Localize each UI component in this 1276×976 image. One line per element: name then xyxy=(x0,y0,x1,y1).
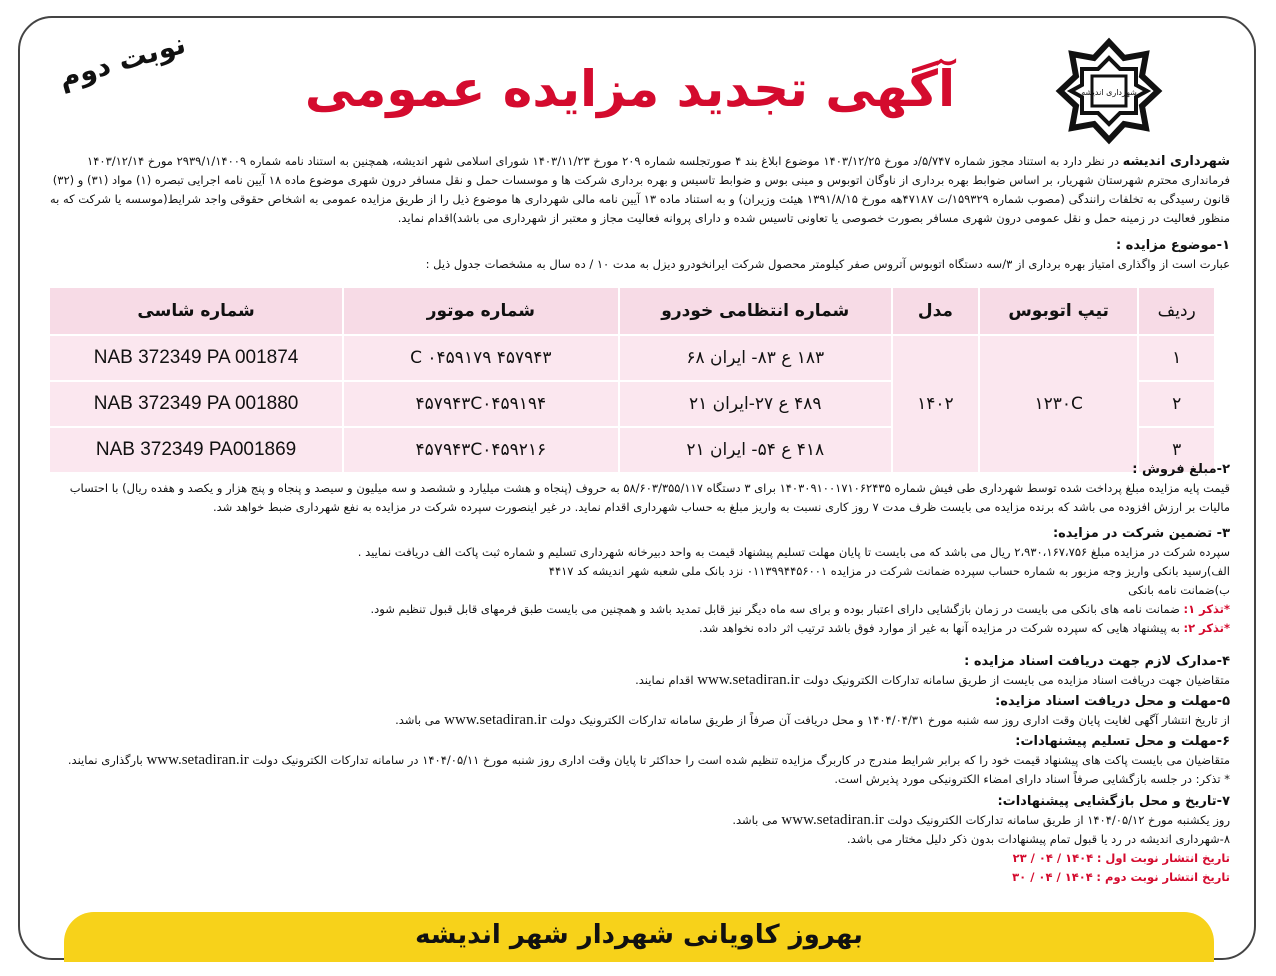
chassis-cell: NAB 372349 PA 001880 xyxy=(49,381,343,427)
buses-table xyxy=(48,286,1216,474)
second-round-badge: نوبت دوم xyxy=(54,26,190,95)
intro-text: در نظر دارد به استناد مجوز شماره ۵/۷۴۷/د مورخ ۱۴۰۳/۱۲/۲۵ موضوع ابلاغ بند ۴ صورتجلسه شماره ۲۰۹ مورخ ۱۴۰۳/۱۱/۲۳ شورای اسلامی شهر اندیشه، همچنین به استناد نامه شماره ۲۹۳۹/۱/۱۴۰۰۹ مورخ ۱۴۰۳/۱۲/۱۴ فرمانداری محترم شهرستان شهریار، بر اساس ضوابط بهره برداری از ناوگان اتوبوس و مینی بوس و ضوابط تاسیس و بهره برداری شرکت ها و موسسات حمل و نقل مسافر درون شهری موضوع ماده ۱۸ آیین نامه اجرایی تبصره (۱) مواد (۳۱) و (۳۲) قانون رسیدگی به تخلفات رانندگی (مصوب شماره ۱۵۹۳۲۹/ت ۴۷۱۸۷هه مورخ ۱۳۹۱/۸/۱۵ هیئت وزیران) و به استناد ماده ۱۳ آیین نامه مالی شهرداری ها موضوع ذیل را از طریق مزایده عمومی به اشخاص حقوقی واجد شرایط(موسسه یا شرکت که به منظور فعالیت در زمینه حمل و نقل عمومی درون شهری مسافر بصورت خصوصی یا تعاونی تاسیس شده و دارای پروانه فعالیت مجاز و معتبر از شهرداری می باشد)اقدام نماید. xyxy=(49,154,1230,225)
col-model: مدل xyxy=(892,287,979,335)
section7-text xyxy=(46,811,1230,830)
model-cell: ۱۴۰۲ xyxy=(892,335,979,473)
section2-heading: ۲-مبلغ فروش : xyxy=(1132,462,1230,477)
section3-line3: ب)ضمانت نامه بانکی xyxy=(1128,583,1230,597)
section6-heading: ۶-مهلت و محل تسلیم پیشنهادات: xyxy=(1015,734,1230,749)
section6-text xyxy=(46,751,1230,770)
section4-text-before: متقاضیان جهت دریافت اسناد مزایده می بایست از طریق سامانه تدارکات الکترونیک دولت xyxy=(803,673,1230,687)
section2 xyxy=(46,460,1230,517)
setadiran-link[interactable]: www.setadiran.ir xyxy=(781,812,884,828)
table-header-row xyxy=(49,287,1215,335)
notice-title: آگهی تجدید مزایده عمومی xyxy=(304,60,956,118)
setadiran-link[interactable]: www.setadiran.ir xyxy=(697,672,800,688)
engine-cell: ۴۵۷۹۴۳C۰۴۵۹۱۹۴ xyxy=(343,381,618,427)
col-plate: شماره انتظامی خودرو xyxy=(619,287,892,335)
svg-text:شهرداری اندیشه: شهرداری اندیشه xyxy=(1081,88,1137,97)
col-chassis: شماره شاسی xyxy=(49,287,343,335)
section3-note1 xyxy=(46,600,1230,619)
section3-note2 xyxy=(46,619,1230,638)
section4-heading: ۴-مدارک لازم جهت دریافت اسناد مزایده : xyxy=(964,654,1230,669)
plate-cell: ۴۱۸ ع ۵۴- ایران ۲۱ xyxy=(619,427,892,473)
row-number: ۳ xyxy=(1138,427,1215,473)
section3-line1: سپرده شرکت در مزایده مبلغ ۲،۹۳۰،۱۶۷،۷۵۶ ریال می باشد که می بایست تا پایان مهلت تسلیم پیشنهاد قیمت به واحد دبیرخانه شهرداری تسلیم و شماره ثبت پاکت الف دریافت نمایید . xyxy=(357,545,1230,559)
setadiran-link[interactable]: www.setadiran.ir xyxy=(146,752,249,768)
col-engine: شماره موتور xyxy=(343,287,618,335)
engine-cell: ۴۵۷۹۴۳C۰۴۵۹۲۱۶ xyxy=(343,427,618,473)
section7-text-before: روز یکشنبه مورخ ۱۴۰۴/۰۵/۱۲ از طریق سامانه تدارکات الکترونیک دولت xyxy=(887,813,1230,827)
note2-text: به پیشنهاد هایی که سپرده شرکت در مزایده آنها به غیر از موارد فوق باشد ترتیب اثر داده نخواهد شد. xyxy=(698,621,1180,635)
section3-heading: ۳- تضمین شرکت در مزایده: xyxy=(1052,526,1230,541)
section1 xyxy=(46,236,1230,274)
second-publication xyxy=(46,868,1230,887)
section5-text-before: از تاریخ انتشار آگهی لغایت پایان وقت اداری روز سه شنبه مورخ ۱۴۰۴/۰۴/۳۱ و محل دریافت آن صرفاً از طریق سامانه تدارکات الکترونیک دولت xyxy=(550,713,1230,727)
setadiran-link[interactable]: www.setadiran.ir xyxy=(444,712,547,728)
section5-text-after: می باشد. xyxy=(395,713,441,727)
second-pub-label: تاریخ انتشار نوبت دوم : xyxy=(1096,870,1230,884)
section4 xyxy=(46,652,1230,690)
section5 xyxy=(46,692,1230,730)
signature-banner xyxy=(64,912,1214,962)
row-number: ۲ xyxy=(1138,381,1215,427)
section7 xyxy=(46,792,1230,887)
chassis-cell: NAB 372349 PA 001874 xyxy=(49,335,343,381)
section2-text: قیمت پایه مزایده مبلغ پرداخت شده توسط شهرداری طی فیش شماره ۱۴۰۳۰۹۱۰۰۱۷۱۰۶۲۴۳۵ برای ۳ دستگاه ۵۸/۶۰۳/۳۵۵/۱۱۷ به حروف (پنجاه و هشت میلیارد و ششصد و سه میلیون و سیصد و پنجاه و پنج هزار و یکصد و هفده ریال) با احتساب مالیات بر ارزش افزوده می باشد که برنده مزایده می بایست ظرف مدت ۷ روز کاری نسبت به واریز مبلغ به حساب شهرداری اقدام نماید. در غیر اینصورت سپرده شرکت در مزایده به نفع شهرداری ضبط خواهد شد. xyxy=(69,481,1230,514)
note1-text: ضمانت نامه های بانکی می بایست در زمان بازگشایی دارای اعتبار بوده و برای سه ماه دیگر نیز قابل تمدید باشد و همچنین می بایست طبق فرمهای قابل قبول تنظیم شود. xyxy=(370,602,1180,616)
mayor-signature: بهروز کاویانی شهردار شهر اندیشه xyxy=(415,920,863,950)
intro-paragraph xyxy=(46,152,1230,228)
section5-text xyxy=(46,711,1230,730)
section8-text: ۸-شهرداری اندیشه در رد یا قبول تمام پیشنهادات بدون ذکر دلیل مختار می باشد. xyxy=(846,832,1230,846)
section4-text-after: اقدام نمایند. xyxy=(635,673,694,687)
row-number: ۱ xyxy=(1138,335,1215,381)
first-pub-date: ۱۴۰۴ / ۰۴ / ۲۳ xyxy=(1012,851,1094,865)
chassis-cell: NAB 372349 PA001869 xyxy=(49,427,343,473)
municipality-logo xyxy=(1054,36,1164,146)
section6 xyxy=(46,732,1230,789)
section5-heading: ۵-مهلت و محل دریافت اسناد مزایده: xyxy=(995,694,1230,709)
section7-text-after: می باشد. xyxy=(732,813,778,827)
intro-lead: شهرداری اندیشه xyxy=(1122,154,1230,169)
plate-cell: ۱۸۳ ع ۸۳- ایران ۶۸ xyxy=(619,335,892,381)
col-bus-type: تیپ اتوبوس xyxy=(979,287,1138,335)
section7-heading: ۷-تاریخ و محل بازگشایی پیشنهادات: xyxy=(997,794,1230,809)
col-row: ردیف xyxy=(1138,287,1215,335)
bus-type-cell: ۱۲۳۰C xyxy=(979,335,1138,473)
note2-label: *تذکر ۲: xyxy=(1183,621,1230,635)
section3-line2: الف)رسید بانکی واریز وجه مزبور به شماره حساب سپرده ضمانت شرکت در مزایده ۰۱۱۳۹۹۴۴۵۶۰۰۱ نزد بانک ملی شعبه شهر اندیشه کد ۴۴۱۷ xyxy=(548,564,1230,578)
section1-heading: ۱-موضوع مزایده : xyxy=(1115,238,1230,253)
second-pub-date: ۱۴۰۴ / ۰۴ / ۳۰ xyxy=(1012,870,1093,884)
note1-label: *تذکر ۱: xyxy=(1183,602,1230,616)
section3 xyxy=(46,524,1230,638)
section6-text-after: بارگذاری نمایند. xyxy=(67,753,143,767)
section4-text xyxy=(46,671,1230,690)
plate-cell: ۴۸۹ ع ۲۷-ایران ۲۱ xyxy=(619,381,892,427)
engine-cell: ۴۵۷۹۴۳ C ۰۴۵۹۱۷۹ xyxy=(343,335,618,381)
table-row xyxy=(49,335,1215,381)
section1-text: عبارت است از واگذاری امتیاز بهره برداری از ۳/سه دستگاه اتوبوس آتروس صفر کیلومتر محصول شرکت ایرانخودرو دیزل به مدت ۱۰ / ده سال به مشخصات جدول ذیل : xyxy=(425,257,1230,271)
first-pub-label: تاریخ انتشار نوبت اول : xyxy=(1096,851,1230,865)
section6-note: * تذکر: در جلسه بازگشایی صرفاً اسناد دارای امضاء الکترونیکی مورد پذیرش است. xyxy=(834,772,1230,786)
section6-text-before: متقاضیان می بایست پاکت های پیشنهاد قیمت خود را که برابر شرایط مندرج در کاربرگ مزایده تنظیم شده است را حداکثر تا پایان وقت اداری روز شنبه مورخ ۱۴۰۴/۰۵/۱۱ در سامانه تدارکات الکترونیک دولت xyxy=(252,753,1230,767)
first-publication xyxy=(46,849,1230,868)
